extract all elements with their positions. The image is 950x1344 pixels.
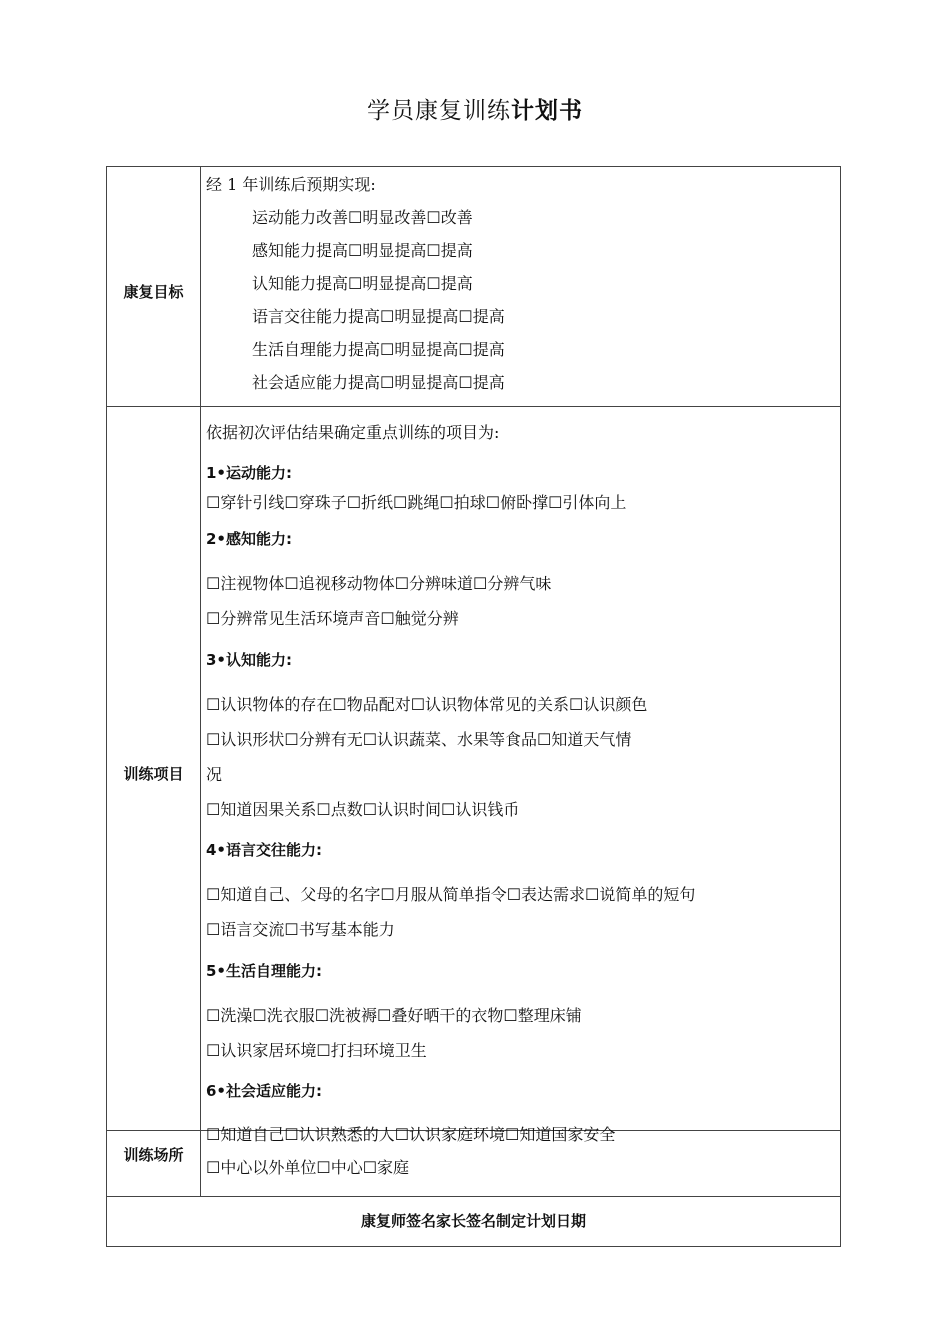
training-line: ☐知道自己☐认识熟悉的人☐认识家庭环境☐知道国家安全 — [206, 1125, 616, 1144]
row-divider — [107, 1196, 840, 1197]
training-line: ☐注视物体☐追视移动物体☐分辨味道☐分辨气味 — [206, 574, 552, 593]
page-title — [0, 92, 950, 125]
title-normal: 学员康复训练 — [367, 98, 511, 124]
section-heading: 4•语言交往能力: — [206, 841, 323, 859]
training-line: ☐知道因果关系☐点数☐认识时间☐认识钱币 — [206, 800, 520, 819]
training-line: ☐穿针引线☐穿珠子☐折纸☐跳绳☐拍球☐俯卧撑☐引体向上 — [206, 493, 627, 512]
title-bold: 计划书 — [511, 98, 583, 124]
section-heading: 2•感知能力: — [206, 530, 293, 548]
section-heading: 1•运动能力: — [206, 464, 293, 482]
training-line: 况 — [206, 765, 223, 784]
training-content — [206, 407, 838, 1144]
venue-value: ☐中心以外单位☐中心☐家庭 — [206, 1158, 410, 1177]
column-divider — [200, 167, 201, 1196]
signature-row: 康复师签名家长签名制定计划日期 — [360, 1212, 586, 1230]
goals-intro: 经 1 年训练后预期实现: — [206, 175, 376, 194]
training-label: 训练项目 — [123, 765, 184, 783]
training-line: ☐认识形状☐分辨有无☐认识蔬菜、水果等食品☐知道天气情 — [206, 730, 632, 749]
section-heading: 3•认知能力: — [206, 651, 293, 669]
section-heading: 5•生活自理能力: — [206, 962, 323, 980]
goals-content — [206, 167, 836, 406]
goal-item: 生活自理能力提高☐明显提高☐提高 — [252, 340, 505, 359]
goal-item: 感知能力提高☐明显提高☐提高 — [252, 241, 473, 260]
training-intro: 依据初次评估结果确定重点训练的项目为: — [206, 423, 500, 442]
training-line: ☐知道自己、父母的名字☐月服从简单指令☐表达需求☐说简单的短句 — [206, 885, 696, 904]
goals-label: 康复目标 — [123, 283, 184, 301]
goal-item: 运动能力改善☐明显改善☐改善 — [252, 208, 473, 227]
plan-table — [106, 166, 841, 1247]
section-heading: 6•社会适应能力: — [206, 1082, 323, 1100]
goal-item: 社会适应能力提高☐明显提高☐提高 — [252, 373, 505, 392]
training-line: ☐认识物体的存在☐物品配对☐认识物体常见的关系☐认识颜色 — [206, 695, 648, 714]
training-line: ☐分辨常见生活环境声音☐触觉分辨 — [206, 609, 459, 628]
goal-item: 认知能力提高☐明显提高☐提高 — [252, 274, 473, 293]
venue-label: 训练场所 — [123, 1146, 184, 1164]
training-line: ☐语言交流☐书写基本能力 — [206, 920, 395, 939]
training-line: ☐认识家居环境☐打扫环境卫生 — [206, 1041, 427, 1060]
training-line: ☐洗澡☐洗衣服☐洗被褥☐叠好晒干的衣物☐整理床铺 — [206, 1006, 582, 1025]
goal-item: 语言交往能力提高☐明显提高☐提高 — [252, 307, 505, 326]
